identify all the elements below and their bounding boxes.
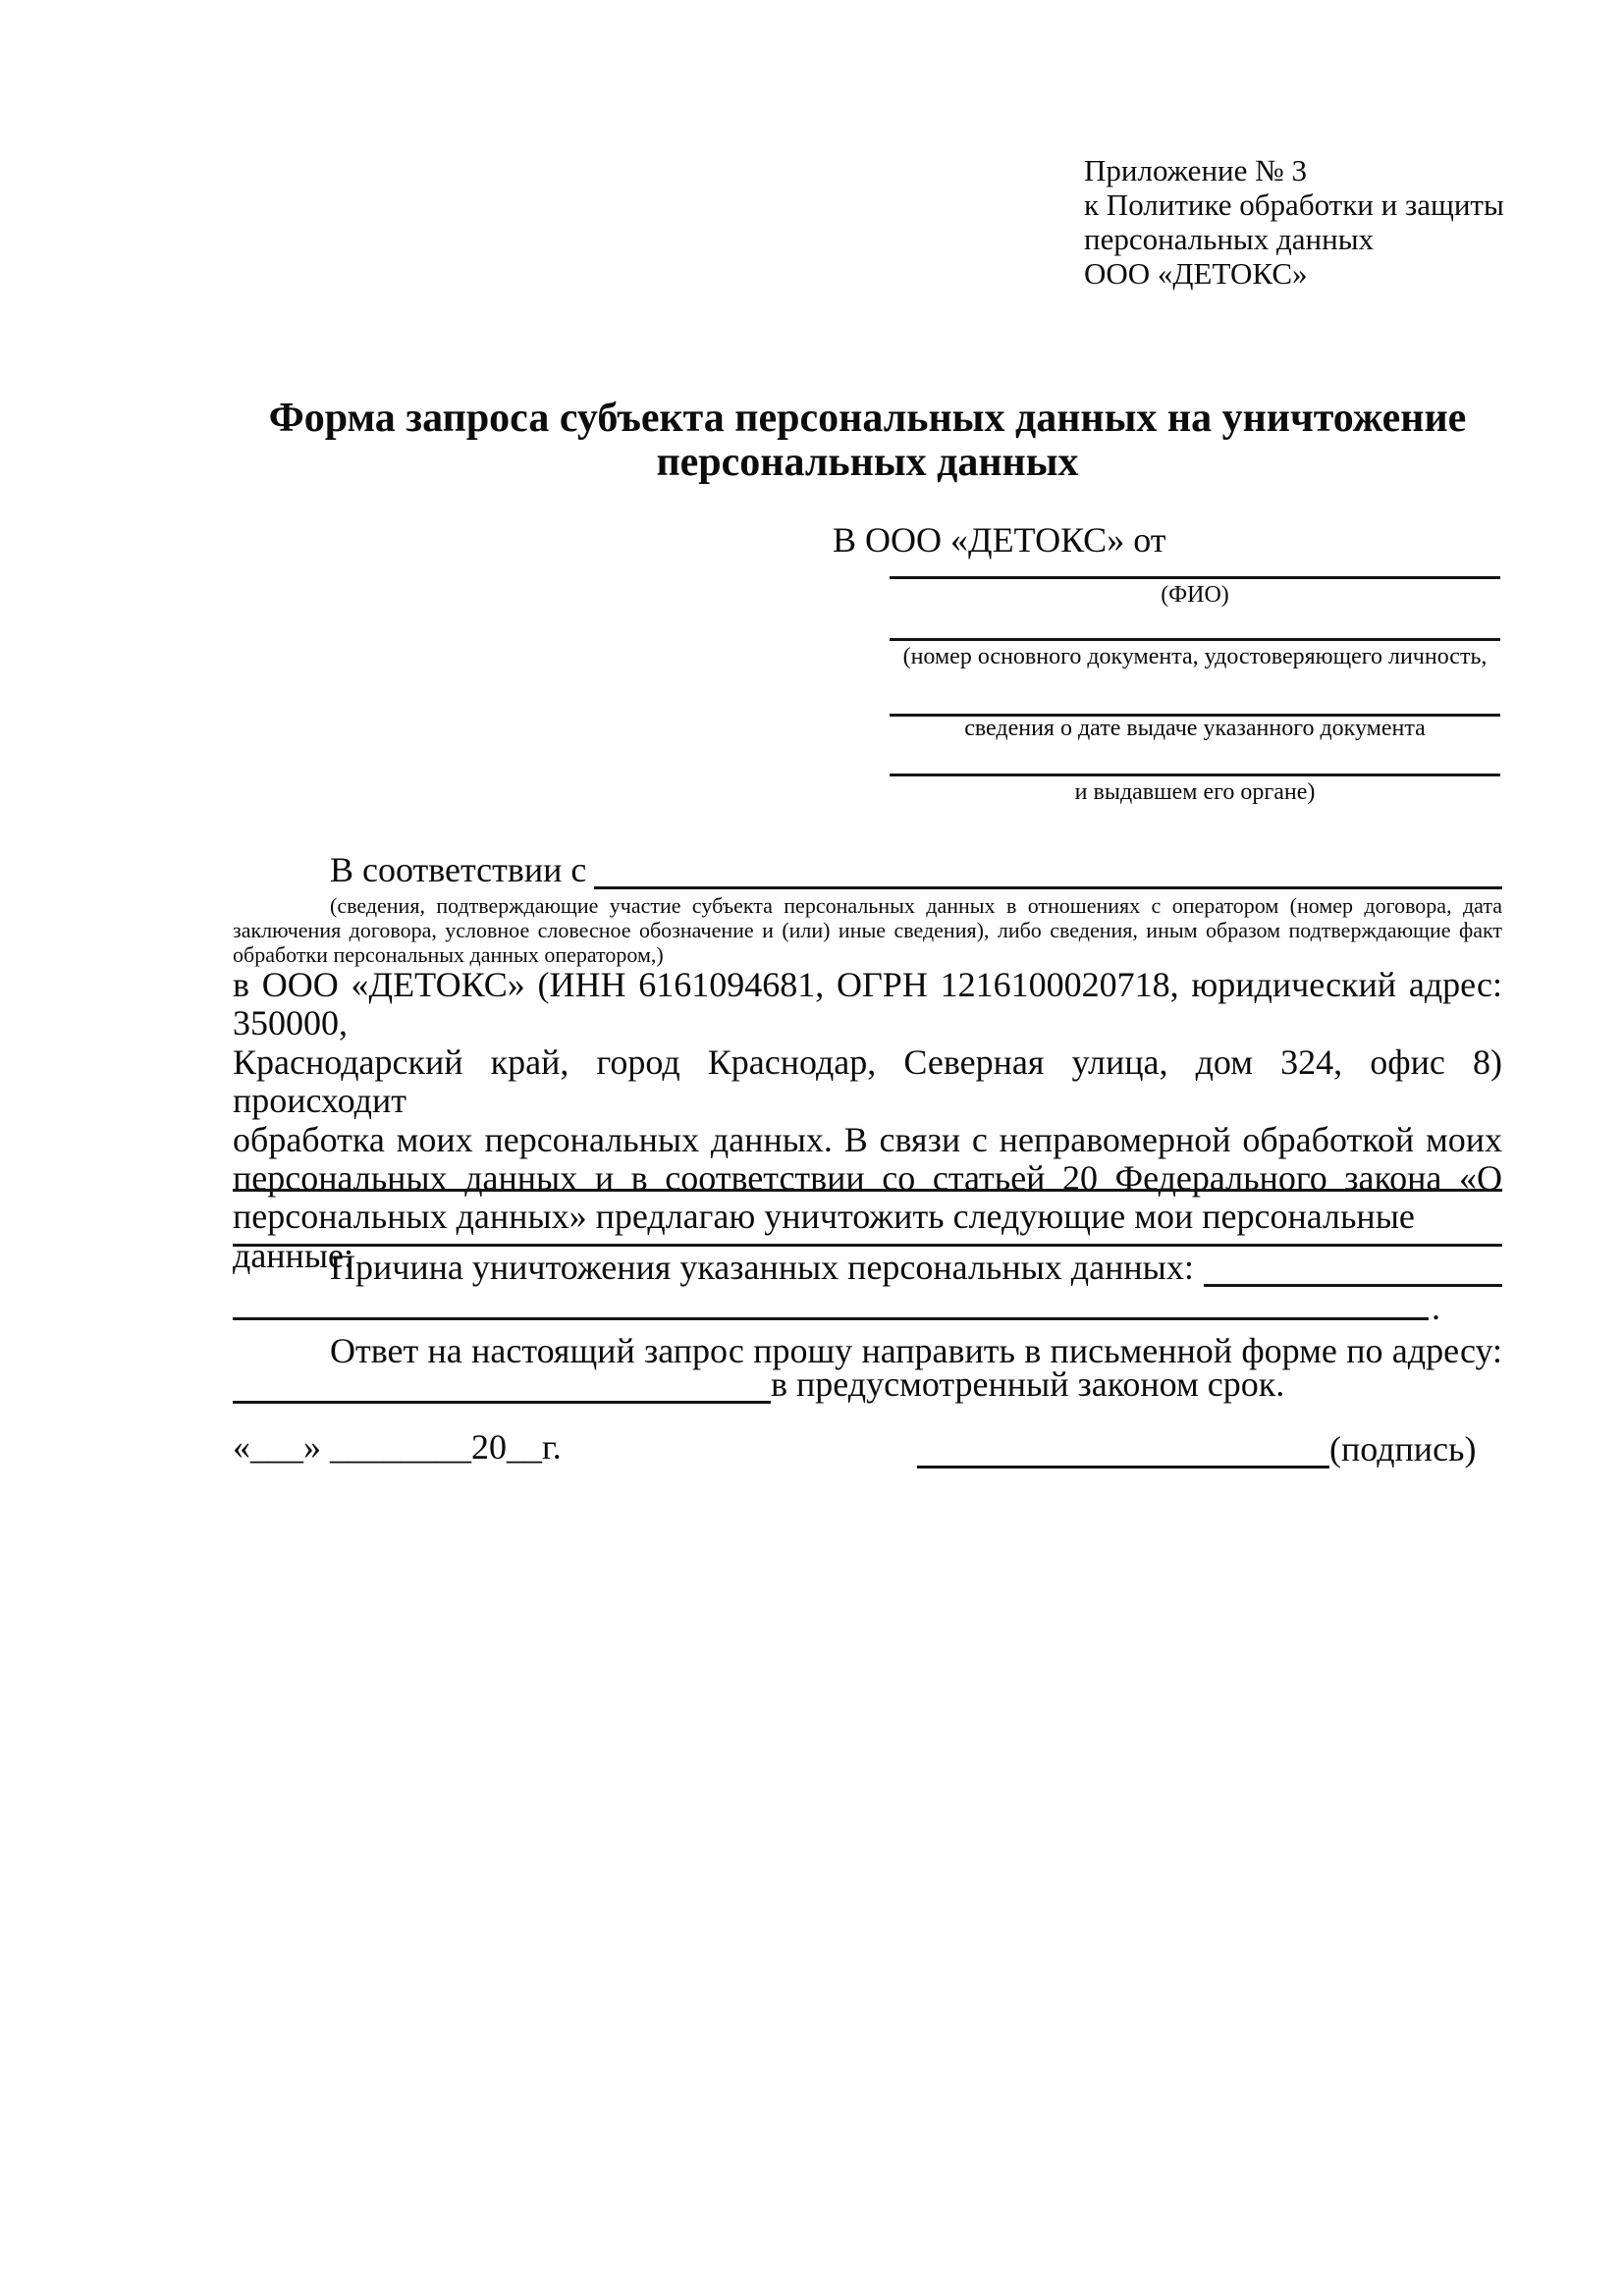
- body-line: Краснодарский край, город Краснодар, Северная улица, дом 324, офис 8) происходит: [233, 1041, 1502, 1121]
- annex-line: ООО «ДЕТОКС»: [1084, 256, 1308, 291]
- body-line: персональных данных» предлагаю уничтожить следующие мои персональные данные:: [233, 1197, 1415, 1275]
- reply-address-blank-field: [233, 1364, 771, 1404]
- reply-line-2-tail: в предусмотренный законом срок.: [771, 1364, 1285, 1404]
- reply-line-2: [233, 1364, 1502, 1404]
- data-blank-line-2: [233, 1244, 1502, 1247]
- body-line: обработка моих персональных данных. В связи с неправомерной обработкой моих: [233, 1119, 1502, 1159]
- issue-date-field-caption: сведения о дате выдаче указанного документа: [964, 716, 1426, 741]
- reason-label: Причина уничтожения указанных персональных данных:: [330, 1248, 1194, 1287]
- reason-continuation-blank-line: [233, 1317, 1429, 1320]
- signature-caption: (подпись): [1329, 1429, 1477, 1468]
- sentence-period: .: [1432, 1288, 1440, 1327]
- reason-blank-field: [1204, 1248, 1502, 1287]
- form-title-line: Форма запроса субъекта персональных данных на уничтожение: [268, 396, 1467, 441]
- body-line: персональных данных и в соответствии со статьей 20 Федерального закона «О: [233, 1158, 1502, 1199]
- annex-header: [1084, 153, 1504, 291]
- annex-line: к Политике обработки и защиты: [1084, 187, 1504, 222]
- issuing-authority-blank-field: [890, 774, 1500, 776]
- fio-blank-field: [890, 576, 1500, 579]
- signature-block: [917, 1429, 1476, 1468]
- signature-blank-field: [917, 1429, 1329, 1468]
- accordance-lead-text: В соответствии с: [330, 850, 587, 889]
- addressee-line: В ООО «ДЕТОКС» от: [833, 520, 1166, 560]
- document-number-field-caption: (номер основного документа, удостоверяющего личность,: [902, 644, 1488, 669]
- accordance-line: [233, 850, 1502, 889]
- accordance-blank-field: [594, 850, 1502, 889]
- accordance-note-line: обработки персональных данных оператором,): [233, 942, 664, 967]
- accordance-note: [233, 893, 1502, 967]
- document-number-blank-field: [890, 638, 1500, 641]
- data-blank-line-1: [233, 1189, 1502, 1192]
- body-line: в ООО «ДЕТОКС» (ИНН 6161094681, ОГРН 1216100020718, юридический адрес: 350000,: [233, 965, 1502, 1043]
- date-line: «___» ________20__г.: [233, 1427, 562, 1467]
- form-title-line: персональных данных: [656, 440, 1079, 485]
- annex-line: Приложение № 3: [1084, 153, 1307, 187]
- fio-field-caption: (ФИО): [1161, 582, 1229, 608]
- accordance-note-line: заключения договора, условное словесное обозначение и (или) иные сведения), либо сведения, иным образом подтверждающие факт: [233, 918, 1502, 942]
- annex-line: персональных данных: [1084, 222, 1375, 256]
- reply-line-1: Ответ на настоящий запрос прошу направить в письменной форме по адресу:: [330, 1331, 1502, 1370]
- form-title: [233, 397, 1502, 485]
- accordance-note-line: (сведения, подтверждающие участие субъекта персональных данных в отношениях с оператором (номер договора, дата: [330, 893, 1502, 918]
- reason-line: [233, 1248, 1502, 1287]
- body-paragraph: [233, 966, 1502, 1275]
- issuing-authority-field-caption: и выдавшем его органе): [1074, 779, 1316, 805]
